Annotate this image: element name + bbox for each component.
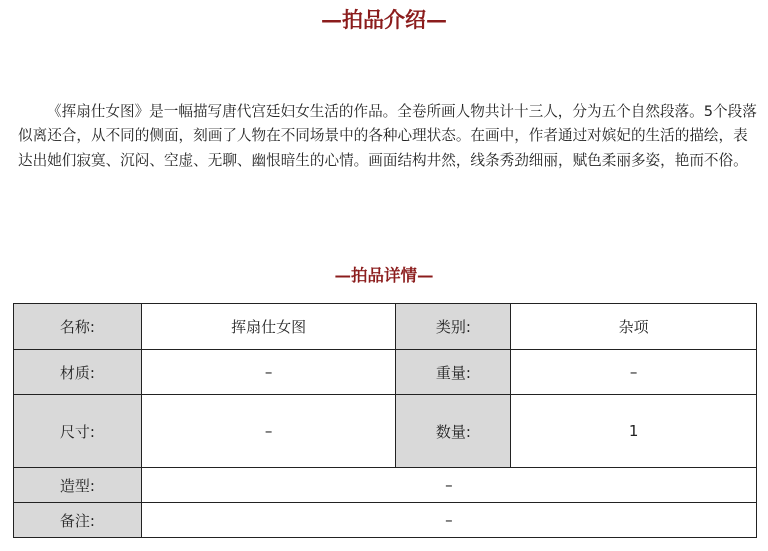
material-label: 材质:: [14, 350, 142, 395]
size-value: –: [141, 395, 396, 468]
section-title-intro: —拍品介绍—: [321, 7, 447, 32]
quantity-value: 1: [511, 395, 757, 468]
weight-value: –: [511, 350, 757, 395]
name-label: 名称:: [14, 304, 142, 350]
remark-label: 备注:: [14, 503, 142, 538]
shape-label: 造型:: [14, 468, 142, 503]
shape-value: –: [141, 468, 756, 503]
material-value: –: [141, 350, 396, 395]
intro-paragraph: 《挥扇仕女图》是一幅描写唐代宫廷妇女生活的作品。全卷所画人物共计十三人，分为五个自然段落。5个段落似离还合，从不同的侧面，刻画了人物在不同场景中的各种心理状态。在画中，作者通过对嫔妃的生活的描绘，表达出她们寂寞、沉闷、空虚、无聊、幽恨暗生的心情。画面结构井然，线条秀劲细丽，赋色柔丽多姿，艳而不俗。: [18, 103, 757, 169]
category-value: 杂项: [511, 304, 757, 350]
table-row: [14, 350, 757, 395]
table-row: [14, 503, 757, 538]
size-label: 尺寸:: [14, 395, 142, 468]
category-label: 类别:: [396, 304, 511, 350]
table-row: [14, 468, 757, 503]
table-row: [14, 304, 757, 350]
remark-value: –: [141, 503, 756, 538]
name-value: 挥扇仕女图: [141, 304, 396, 350]
weight-label: 重量:: [396, 350, 511, 395]
details-table: [13, 303, 757, 538]
quantity-label: 数量:: [396, 395, 511, 468]
section-title-details: —拍品详情—: [334, 266, 434, 285]
table-row: [14, 395, 757, 468]
